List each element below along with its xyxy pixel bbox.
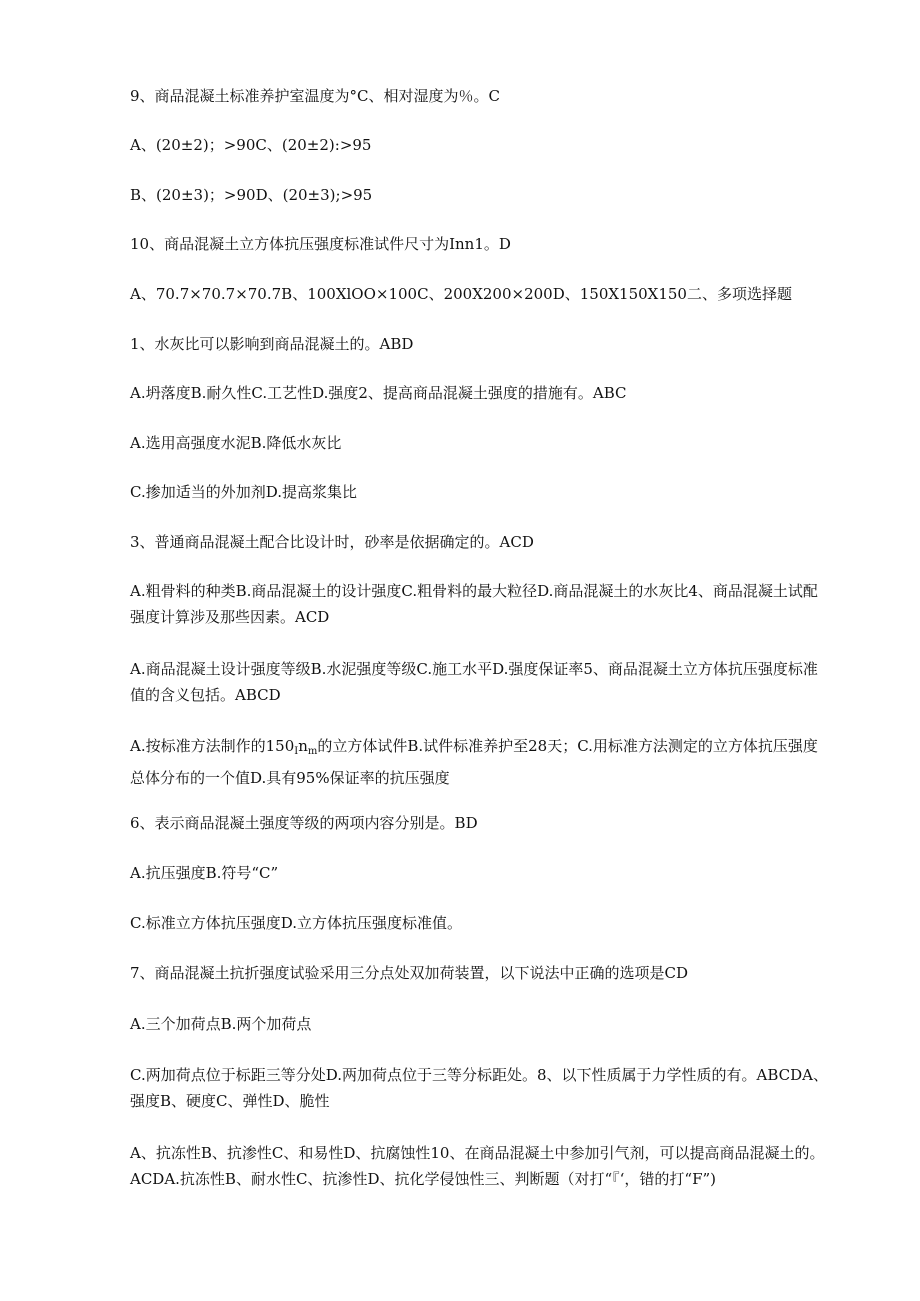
multi-question-7-options-a: A.三个加荷点B.两个加荷点 [130, 1015, 312, 1033]
multi-question-6: 6、表示商品混凝土强度等级的两项内容分别是。BD [130, 814, 478, 832]
multi-question-3-options: A.粗骨料的种类B.商品混凝土的设计强度C.粗骨料的最大粒径D.商品混凝土的水灰比4、商品混凝土试配强度计算涉及那些因素。ACD [130, 582, 818, 626]
multi-question-6-options-c: C.标准立方体抗压强度D.立方体抗压强度标准值。 [130, 914, 462, 932]
unit-subscript-2: m [307, 746, 318, 757]
question-9-options-b: B、(20±3)；>90D、(20±3);>95 [130, 186, 373, 204]
multi-question-1-options: A.坍落度B.耐久性C.工艺性D.强度2、提高商品混凝土强度的措施有。ABC [130, 384, 627, 402]
question-9: 9、商品混凝土标准养护室温度为°C、相对湿度为％。C [130, 87, 500, 105]
multi-question-3: 3、普通商品混凝土配合比设计时，砂率是依据确定的。ACD [130, 533, 534, 551]
option-rest-text: 的立方体试件B.试件标准养护至28天；C.用标准方法测定的立方体抗压强度总体分布的一个值D.具有95%保证率的抗压强度 [130, 737, 818, 787]
multi-question-6-options-a: A.抗压强度B.符号“C” [130, 864, 279, 882]
question-9-options-a: A、(20±2)；>90C、(20±2):>95 [130, 136, 372, 154]
option-a-text: A.按标准方法制作的150 [130, 737, 295, 755]
question-10-options: A、70.7×70.7×70.7B、100XlOO×100C、200X200×200D、150X150X150二、多项选择题 [130, 285, 792, 303]
question-10: 10、商品混凝土立方体抗压强度标准试件尺寸为Inn1。D [130, 235, 511, 253]
multi-question-2-options-a: A.选用高强度水泥B.降低水灰比 [130, 434, 342, 452]
multi-question-4-options: A.商品混凝土设计强度等级B.水泥强度等级C.施工水平D.强度保证率5、商品混凝土立方体抗压强度标准值的含义包括。ABCD [130, 660, 818, 704]
unit-letter: n [298, 737, 308, 755]
multi-question-5-options [130, 733, 830, 791]
multi-question-7: 7、商品混凝土抗折强度试验采用三分点处双加荷装置，以下说法中正确的选项是CD [130, 964, 689, 982]
multi-question-2-options-c: C.掺加适当的外加剂D.提高浆集比 [130, 483, 357, 501]
multi-question-1: 1、水灰比可以影响到商品混凝土的。ABD [130, 335, 414, 353]
multi-question-9-options: A、抗冻性B、抗渗性C、和易性D、抗腐蚀性10、在商品混凝土中参加引气剂，可以提高商品混凝土的。ACDA.抗冻性B、耐水性C、抗渗性D、抗化学侵蚀性三、判断题（对打“『‘，错的打“F”) [130, 1144, 825, 1188]
unit-subscript-1: I [294, 746, 299, 757]
multi-question-7-options-c: C.两加荷点位于标距三等分处D.两加荷点位于三等分标距处。8、以下性质属于力学性质的有。ABCDA、强度B、硬度C、弹性D、脆性 [130, 1066, 828, 1110]
